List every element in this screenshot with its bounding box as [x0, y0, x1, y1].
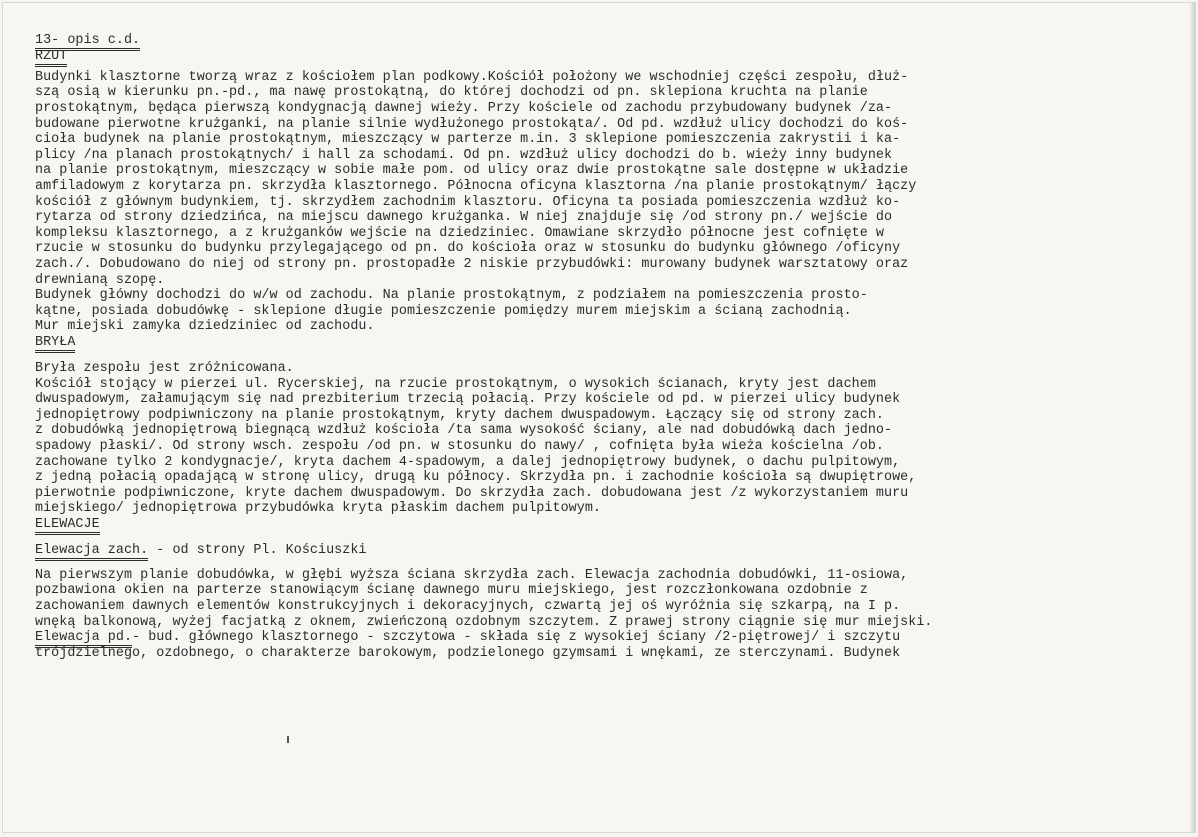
subheading-rest: - od strony Pl. Kościuszki: [148, 543, 367, 559]
subheading-elewacja-zach: Elewacja zach.: [35, 543, 148, 561]
card-header-line: [35, 33, 1165, 49]
text-line: jednopiętrowy podpiwniczony na planie prostokątnym, kryty dachem dwuspadowym. Łączący się od strony zach.: [35, 407, 884, 423]
section-heading-rzut: RZUT: [35, 49, 67, 67]
paragraph-rzut-1: [35, 70, 1165, 288]
text-line: amfiladowym z korytarza pn. skrzydła klasztornego. Północna oficyna klasztorna /na planie prostokątnym/ łączy: [35, 178, 917, 194]
card-header: 13- opis c.d.: [35, 33, 140, 51]
section-heading-line: [35, 335, 1165, 352]
text-line: zachowane tylko 2 kondygnacje/, kryta dachem 4-spadowym, a dalej jednopiętrowy budynek, o dachu pulpitowym,: [35, 454, 901, 470]
text-line: zachowaniem dawnych elementów konstrukcyjnych i dekoracyjnych, czwartą jej oś wyróżnia się szkarpą, na I p.: [35, 598, 901, 614]
text-line: zach./. Dobudowano do niej od strony pn. prostopadłe 2 niskie przybudówki: murowany budynek warsztatowy oraz: [35, 256, 909, 272]
text-line: rzucie w stosunku do budynku przylegającego od pn. do kościoła oraz w stosunku do budynku głównego /oficyny: [35, 241, 901, 257]
text-line: Mur miejski zamyka dziedziniec od zachodu.: [35, 319, 375, 335]
text-line: kątne, posiada dobudówkę - sklepione długie pomieszczenie pomiędzy murem miejskim a ścianą zachodnią.: [35, 303, 852, 319]
section-heading-bryla: BRYŁA: [35, 335, 75, 353]
paragraph-rzut-2: [35, 288, 1165, 335]
index-card: [2, 2, 1196, 833]
text-line: Budynek główny dochodzi do w/w od zachodu. Na planie prostokątnym, z podziałem na pomieszczenia prosto-: [35, 288, 868, 304]
subheading-line: [35, 543, 1165, 559]
text-line: Na pierwszym planie dobudówka, w głębi wyższa ściana skrzydła zach. Elewacja zachodnia dobudówki, 11-osiowa,: [35, 567, 909, 583]
subheading-rest: - bud. głównego klasztornego - szczytowa - składa się z wysokiej ściany /2-piętrowej/ i szczytu: [132, 630, 901, 646]
text-line: miejskiego/ jednopiętrowa przybudówka kryta płaskim dachem pulpitowym.: [35, 501, 601, 517]
text-line: szą osią w kierunku pn.-pd., ma nawę prostokątną, do której dochodzi od pn. sklepiona kruchta na planie: [35, 85, 868, 101]
text-line: rytarza od strony dziedzińca, na miejscu dawnego krużganka. W niej znajduje się /od strony pn./ wejście do: [35, 210, 893, 226]
section-heading-line: [35, 517, 1165, 534]
text-line: trójdzielnego, ozdobnego, o charakterze barokowym, podzielonego gzymsami i wnękami, ze sterczynami. Budynek: [35, 645, 901, 661]
paragraph-elewacja-zach: [35, 568, 1165, 630]
text-line: Kościół stojący w pierzei ul. Rycerskiej, na rzucie prostokątnym, o wysokich ścianach, kryty jest dachem: [35, 376, 876, 392]
stray-ink-mark: [287, 736, 289, 743]
text-line: pozbawiona okien na parterze stanowiącym ścianę dawnego muru miejskiego, jest rozczłonkowana ozdobnie z: [35, 583, 868, 599]
text-line: plicy /na planach prostokątnych/ i hall za schodami. Od pn. wzdłuż ulicy dochodzi do b. wieży inny budynek: [35, 147, 893, 163]
text-line: drewnianą szopę.: [35, 272, 165, 288]
text-line: wnęką balkonową, wyżej facjatką z oknem, zwieńczoną ozdobnym szczytem. Z prawej strony ciągnie się mur miejski.: [35, 614, 933, 630]
typed-text-sheet: [35, 33, 1165, 661]
text-line: z dobudówką jednopiętrową biegnącą wzdłuż kościoła /ta sama wysokość ściany, ale nad dobudówką dach jedno-: [35, 423, 893, 439]
text-line: Bryła zespołu jest zróżnicowana.: [35, 361, 294, 377]
text-line: pierwotnie podpiwniczone, kryte dachem dwuspadowym. Do skrzydła zach. dobudowana jest /z wykorzystaniem muru: [35, 485, 909, 501]
text-line: prostokątnym, będąca pierwszą kondygnacją dawnej wieży. Przy kościele od zachodu przybudowany budynek /za-: [35, 100, 893, 116]
subheading-elewacja-pd: Elewacja pd.: [35, 630, 132, 648]
text-line: dwuspadowym, załamującym się nad prezbiterium trzecią połacią. Przy kościele od pd. w pierzei ulicy budynek: [35, 392, 901, 408]
section-heading-elewacje: ELEWACJE: [35, 517, 100, 535]
text-line: spadowy płaski/. Od strony wsch. zespołu /od pn. w stosunku do nawy/ , cofnięta była wieża kościelna /ob.: [35, 439, 884, 455]
text-line: kompleksu klasztornego, a z krużganków wejście na dziedziniec. Omawiane skrzydło północne jest cofnięte w: [35, 225, 884, 241]
text-line: na planie prostokątnym, mieszczący w sobie małe pom. od ulicy oraz dwie prostokątne sale dostępne w układzie: [35, 163, 909, 179]
subheading-line: [35, 630, 1165, 646]
text-line: kościół z głównym budynkiem, tj. skrzydłem zachodnim klasztoru. Oficyna ta posiada pomieszczenia wzdłuż ko-: [35, 194, 901, 210]
text-line: Budynki klasztorne tworzą wraz z kościołem plan podkowy.Kościół położony we wschodniej części zespołu, dłuż-: [35, 69, 909, 85]
section-heading-line: [35, 49, 1165, 66]
text-line: cioła budynek na planie prostokątnym, mieszczący w parterze m.in. 3 sklepione pomieszczenia zakrystii i ka-: [35, 132, 901, 148]
text-line: z jedną połacią opadającą w stronę ulicy, drugą ku północy. Skrzydła pn. i zachodnie kościoła są dwupiętrowe,: [35, 470, 917, 486]
card-edge-shadow: [1189, 3, 1195, 832]
text-line: budowane pierwotne krużganki, na planie silnie wydłużonego prostokąta/. Od pd. wzdłuż ulicy dochodzi do koś-: [35, 116, 909, 132]
paragraph-bryla: [35, 361, 1165, 517]
